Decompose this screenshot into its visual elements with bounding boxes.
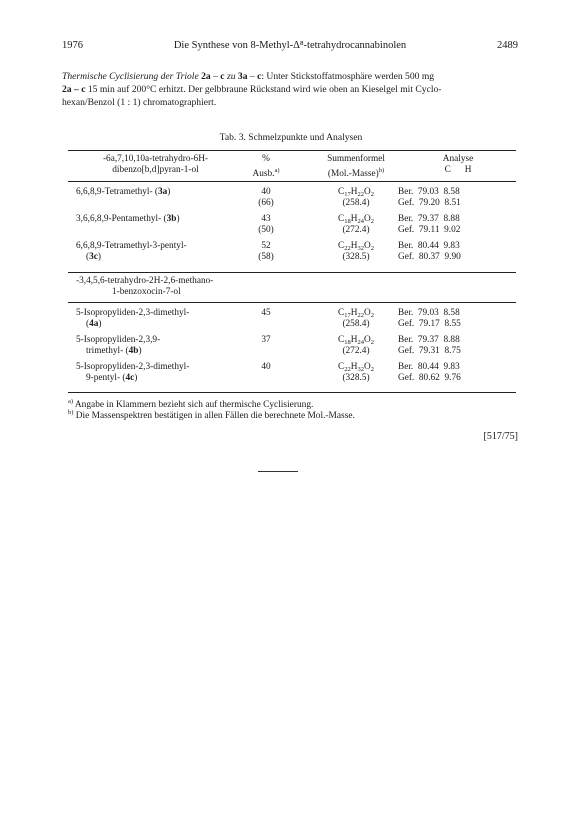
yield-value: 52 (261, 241, 271, 251)
molecular-mass: (258.4) (342, 319, 370, 329)
formula-o-count: 2 (370, 312, 374, 319)
yield-thermal-value: (50) (258, 225, 274, 235)
compound-number: 3a (157, 187, 168, 197)
yield-value: 40 (261, 187, 271, 197)
formula-c-count: 18 (344, 218, 351, 225)
formula-h-count: 24 (357, 218, 364, 225)
formula-h-count: 22 (357, 191, 364, 198)
compound-number: 4b (128, 346, 139, 356)
analysis-calculated: Ber. 80.44 9.83 (398, 241, 460, 251)
formula-h-count: 22 (357, 312, 364, 319)
compound-number: 4a (89, 319, 99, 329)
yield-value: 37 (261, 335, 271, 345)
compound-name-cont: (3c) (86, 252, 101, 262)
yield-thermal-value: (58) (258, 252, 274, 262)
yield-value: 40 (261, 362, 271, 372)
compound-name: 3,6,6,8,9-Pentamethyl- (3b) (76, 214, 180, 224)
molecular-formula: $C_{18}H_{24}O_2$ (338, 214, 374, 225)
header-year: 1976 (62, 40, 83, 51)
analysis-found: Gef. 79.17 8.55 (398, 319, 461, 329)
page-number: 2489 (497, 40, 518, 51)
section2-title-line1: -3,4,5,6-tetrahydro-2H-2,6-methano- (76, 276, 214, 286)
header-formula: Summenformel (327, 154, 385, 164)
molecular-formula: $C_{22}H_{32}O_2$ (338, 362, 374, 373)
compound-name-cont: (4a) (86, 319, 102, 329)
header-name-line2: dibenzo[b,d]pyran-1-ol (112, 165, 199, 175)
section2-title-line2: 1-benzoxocin-7-ol (112, 287, 181, 297)
molecular-formula: $C_{17}H_{22}O_2$ (338, 187, 374, 198)
yield-thermal-value: (66) (258, 198, 274, 208)
table-header-rule (68, 181, 516, 182)
formula-c-count: 22 (344, 366, 351, 373)
compound-name: 6,6,8,9-Tetramethyl-3-pentyl- (76, 241, 187, 251)
formula-h-count: 24 (357, 339, 364, 346)
molecular-mass: (328.5) (342, 373, 370, 383)
formula-c-count: 17 (344, 191, 351, 198)
compound-name: 5-Isopropyliden-2,3-dimethyl- (76, 308, 190, 318)
header-analysis: Analyse (442, 154, 474, 164)
formula-o-count: 2 (370, 191, 374, 198)
molecular-formula: $C_{17}H_{22}O_2$ (338, 308, 374, 319)
analysis-found: Gef. 79.31 8.75 (398, 346, 461, 356)
running-header (62, 40, 518, 54)
analysis-found: Gef. 79.11 9.02 (398, 225, 461, 235)
formula-h-count: 32 (357, 245, 364, 252)
header-molmass: (Mol.-Masse)$^{b)}$ (327, 167, 385, 179)
footnote-a: $^{a)}$ Angabe in Klammern bezieht sich auf thermische Cyclisierung. (68, 398, 314, 410)
table-bottom-rule (68, 392, 516, 393)
formula-c-count: 22 (344, 245, 351, 252)
analysis-calculated: Ber. 79.37 8.88 (398, 214, 460, 224)
header-yield-percent: % (262, 154, 270, 164)
header-name-line1: -6a,7,10,10a-tetrahydro-6H- (102, 154, 209, 164)
compound-name-cont: 9-pentyl- (4c) (86, 373, 138, 383)
manuscript-code: [517/75] (483, 431, 518, 442)
molecular-formula: $C_{18}H_{24}O_2$ (338, 335, 374, 346)
formula-c-count: 18 (344, 339, 351, 346)
header-yield: Ausb.$^{a)}$ (252, 167, 280, 179)
header-analysis-ch: C H (444, 165, 472, 175)
analysis-found: Gef. 80.37 9.90 (398, 252, 461, 262)
compound-number: 3c (89, 252, 98, 262)
compound-number: 3b (166, 214, 177, 224)
compound-number: 4c (125, 373, 135, 383)
formula-o-count: 2 (370, 245, 374, 252)
table-top-rule (68, 150, 516, 151)
table-section2-rule (68, 302, 516, 303)
compound-name-cont: trimethyl- (4b) (86, 346, 142, 356)
compound-name: 5-Isopropyliden-2,3-dimethyl- (76, 362, 190, 372)
analysis-found: Gef. 79.20 8.51 (398, 198, 461, 208)
analysis-calculated: Ber. 80.44 9.83 (398, 362, 460, 372)
formula-o-count: 2 (370, 339, 374, 346)
yield-value: 45 (261, 308, 271, 318)
paragraph-line-3: hexan/Benzol (1 : 1) chromatographiert. (62, 97, 217, 109)
molecular-mass: (272.4) (342, 346, 370, 356)
compound-name: 6,6,8,9-Tetramethyl- (3a) (76, 187, 171, 197)
header-title: Die Synthese von 8-Methyl-Δ⁸-tetrahydrocannabinolen (173, 40, 407, 51)
formula-h-count: 32 (357, 366, 364, 373)
formula-o-count: 2 (370, 366, 374, 373)
molecular-mass: (258.4) (342, 198, 370, 208)
paragraph-line-1: Thermische Cyclisierung der Triole 2a – c zu 3a – c: Unter Stickstoffatmosphäre werden 500 mg (62, 71, 435, 82)
analysis-found: Gef. 80.62 9.76 (398, 373, 461, 383)
molecular-formula: $C_{22}H_{32}O_2$ (338, 241, 374, 252)
experimental-paragraph (62, 70, 520, 110)
footnote-b: $^{b)}$ Die Massenspektren bestätigen in allen Fällen die berechnete Mol.-Masse. (68, 409, 355, 421)
formula-o-count: 2 (370, 218, 374, 225)
yield-value: 43 (261, 214, 271, 224)
molecular-mass: (328.5) (342, 252, 370, 262)
end-rule (258, 471, 298, 472)
formula-c-count: 17 (344, 312, 351, 319)
table-caption: Tab. 3. Schmelzpunkte und Analysen (219, 132, 363, 143)
analysis-calculated: Ber. 79.37 8.88 (398, 335, 460, 345)
compound-name: 5-Isopropyliden-2,3,9- (76, 335, 161, 345)
analysis-calculated: Ber. 79.03 8.58 (398, 308, 460, 318)
molecular-mass: (272.4) (342, 225, 370, 235)
table-section-rule (68, 272, 516, 273)
analysis-calculated: Ber. 79.03 8.58 (398, 187, 460, 197)
paragraph-line-2: 2a – c 15 min auf 200°C erhitzt. Der gelbbraune Rückstand wird wie oben an Kieselgel mit Cyclo- (62, 84, 442, 96)
